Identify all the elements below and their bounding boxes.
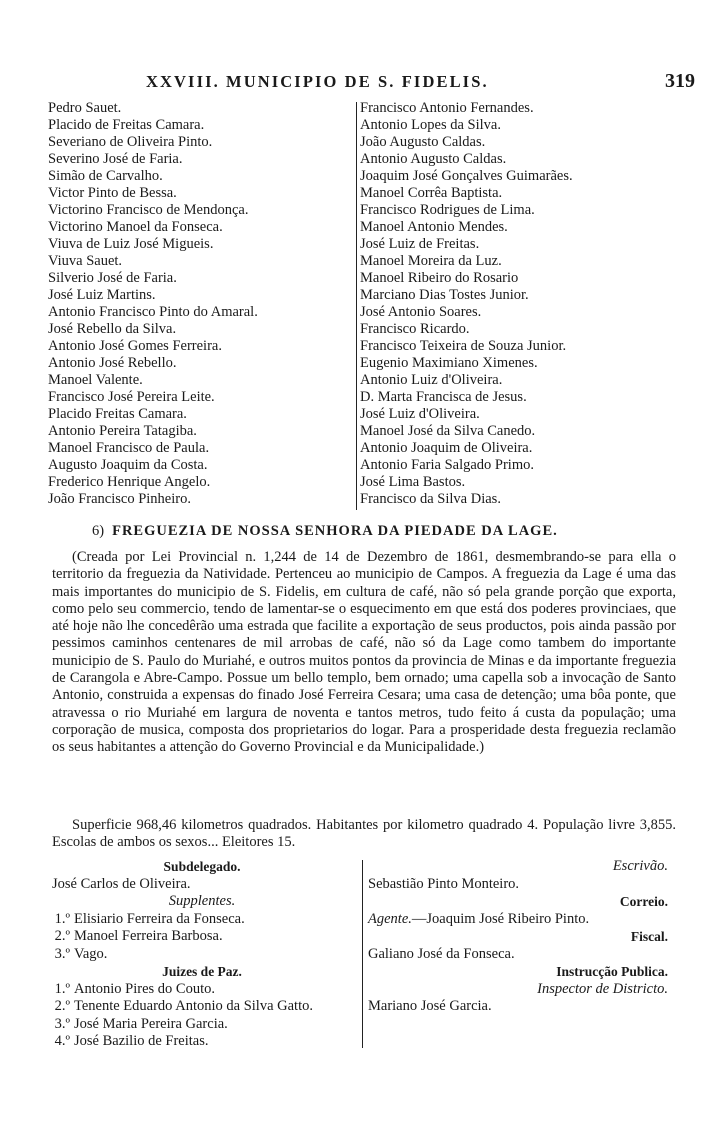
officials-column-left	[44, 858, 360, 1051]
statistics-paragraph: Superficie 968,46 kilometros quadrados. Habitantes por kilometro quadrado 4. População livre 3,855. Escolas de ambos os sexos... Eleitores 15.	[52, 817, 676, 851]
list-item: Viuva Sauet.	[48, 253, 123, 269]
list-item: José Rebello da Silva.	[48, 321, 177, 337]
official-name: Antonio Pires do Couto.	[74, 980, 215, 997]
list-item: Manoel Antonio Mendes.	[360, 219, 508, 235]
section-number: 6)	[92, 523, 105, 539]
fiscal-heading: Fiscal.	[630, 929, 668, 944]
list-item: Simão de Carvalho.	[48, 168, 163, 184]
section-heading	[92, 523, 692, 540]
column-divider	[362, 860, 363, 1048]
description-paragraph: (Creada por Lei Provincial n. 1,244 de 14 de Dezembro de 1861, desmembrando-se para ella o territorio da freguezia da Natividade. Pertenceu ao municipio de Campos. A freguezia da Lage é uma das mais importantes do municipio de S. Fidelis, em cultura de café, não só pela grande porção que exporta, como pelo seu commercio, tendo de lamentar-se o esquecimento em que está dos poderes provinciaes, que até hoje não lhe concedêrão uma estrada que facilite a exportação de seus productos, pois ainda passão por pessimos caminhos centenares de mil arrobas de café, não só da Lage como tambem do importante municipio de S. Paulo do Muriahé, e outros muitos pontos da provincia de Minas e da importante freguezia de Carangola e Abre-Campo. Possue um bello templo, bem ornado; uma capella sob a invocação de Santo Antonio, construida a expensas do finado José Ferreira Cesara; uma casa de detenção; uma bôa ponte, que atravessa o rio Muriahé em largura de noventa e tantos metros, tudo feito á custa da população; uma corporação de musica, composta dos proprietarios do logar. Para a prosperidade desta freguezia reclamão os seus habitantes a attenção do Governo Provincial e da Municipalidade.)	[52, 549, 676, 756]
list-item: Manoel Valente.	[48, 372, 143, 388]
list-item: Antonio José Rebello.	[48, 355, 177, 371]
list-item: Placido de Freitas Camara.	[48, 117, 205, 133]
list-item: Antonio Augusto Caldas.	[360, 151, 507, 167]
escrivao-heading: Escrivão.	[612, 858, 668, 874]
running-title: XXVIII. MUNICIPIO DE S. FIDELIS.	[146, 72, 489, 91]
official-name: José Bazilio de Freitas.	[74, 1033, 209, 1049]
list-item: Placido Freitas Camara.	[48, 406, 187, 422]
agent-name: —Joaquim José Ribeiro Pinto.	[411, 910, 590, 927]
list-item: Pedro Sauet.	[48, 100, 122, 116]
ordinal: 2.º	[54, 928, 70, 944]
list-item: José Antonio Soares.	[360, 304, 482, 320]
officials-table	[44, 858, 684, 1050]
list-item: Francisco Antonio Fernandes.	[360, 100, 534, 116]
list-item: Victor Pinto de Bessa.	[48, 185, 177, 201]
instruccao-heading: Instrucção Publica.	[556, 964, 668, 979]
list-item: João Augusto Caldas.	[360, 134, 486, 150]
list-item: José Lima Bastos.	[360, 474, 466, 490]
list-item: Antonio Faria Salgado Primo.	[360, 457, 534, 473]
list-item	[44, 911, 360, 929]
inspector-heading: Inspector de Districto.	[537, 980, 668, 997]
list-item: Francisco Rodrigues de Lima.	[360, 202, 535, 218]
juizes-heading: Juizes de Paz.	[162, 964, 242, 979]
officials-column-right	[368, 858, 684, 1016]
list-item: Victorino Francisco de Mendonça.	[48, 202, 249, 218]
ordinal: 3.º	[54, 945, 70, 962]
list-item: José Luiz d'Oliveira.	[360, 406, 480, 422]
page-header	[48, 72, 701, 98]
official-name: José Maria Pereira Garcia.	[74, 1015, 228, 1032]
names-column-right	[360, 100, 664, 508]
names-column-left	[48, 100, 354, 508]
correio-line	[368, 911, 684, 929]
list-item: Francisco Teixeira de Souza Junior.	[360, 338, 567, 354]
list-item: Viuva de Luiz José Migueis.	[48, 236, 214, 252]
list-item: Severino José de Faria.	[48, 151, 183, 167]
list-item: Frederico Henrique Angelo.	[48, 474, 211, 490]
list-item: Manoel José da Silva Canedo.	[360, 423, 536, 439]
list-item: João Francisco Pinheiro.	[48, 491, 191, 507]
fiscal-name: Galiano José da Fonseca.	[368, 945, 515, 962]
list-item: Joaquim José Gonçalves Guimarães.	[360, 168, 573, 184]
list-item	[44, 998, 360, 1016]
agent-label: Agente.	[368, 910, 412, 927]
list-item: Antonio Luiz d'Oliveira.	[360, 372, 503, 388]
ordinal: 1.º	[54, 910, 70, 927]
list-item	[44, 1016, 360, 1034]
list-item: Marciano Dias Tostes Junior.	[360, 287, 529, 303]
list-item: Antonio José Gomes Ferreira.	[48, 338, 222, 354]
page-number: 319	[665, 70, 695, 92]
list-item	[44, 1033, 360, 1051]
list-item: Augusto Joaquim da Costa.	[48, 457, 208, 473]
list-item: Francisco Ricardo.	[360, 321, 470, 337]
ordinal: 4.º	[54, 1033, 70, 1049]
list-item: José Luiz Martins.	[48, 287, 156, 303]
list-item: Severiano de Oliveira Pinto.	[48, 134, 213, 150]
correio-heading: Correio.	[619, 894, 668, 909]
list-item	[44, 928, 360, 946]
official-name: Vago.	[74, 945, 108, 962]
supplentes-heading: Supplentes.	[168, 893, 236, 909]
list-item: Manoel Moreira da Luz.	[360, 253, 502, 269]
list-item: Manoel Francisco de Paula.	[48, 440, 210, 456]
list-item	[44, 946, 360, 964]
official-name: Elisiario Ferreira da Fonseca.	[74, 910, 245, 927]
list-item: Antonio Francisco Pinto do Amaral.	[48, 304, 258, 320]
subdelegado-heading: Subdelegado.	[163, 859, 241, 874]
official-name: Tenente Eduardo Antonio da Silva Gatto.	[74, 998, 313, 1014]
list-item: Eugenio Maximiano Ximenes.	[360, 355, 538, 371]
list-item: Antonio Lopes da Silva.	[360, 117, 501, 133]
list-item: Antonio Joaquim de Oliveira.	[360, 440, 533, 456]
official-name: Manoel Ferreira Barbosa.	[74, 928, 223, 944]
ordinal: 1.º	[54, 980, 70, 997]
list-item: Francisco José Pereira Leite.	[48, 389, 215, 405]
section-title: FREGUEZIA DE NOSSA SENHORA DA PIEDADE DA LAGE.	[112, 523, 558, 539]
list-item	[44, 981, 360, 999]
list-item: Manoel Ribeiro do Rosario	[360, 270, 519, 286]
list-item: Manoel Corrêa Baptista.	[360, 185, 503, 201]
list-item: José Luiz de Freitas.	[360, 236, 480, 252]
names-list	[48, 100, 664, 512]
list-item: Silverio José de Faria.	[48, 270, 177, 286]
list-item: Victorino Manoel da Fonseca.	[48, 219, 223, 235]
ordinal: 2.º	[54, 998, 70, 1014]
list-item: Antonio Pereira Tatagiba.	[48, 423, 197, 439]
escrivao-name: Sebastião Pinto Monteiro.	[368, 875, 520, 892]
ordinal: 3.º	[54, 1015, 70, 1032]
inspector-name: Mariano José Garcia.	[368, 998, 492, 1014]
subdelegado-name: José Carlos de Oliveira.	[52, 875, 191, 892]
list-item: Francisco da Silva Dias.	[360, 491, 501, 507]
list-item: D. Marta Francisca de Jesus.	[360, 389, 527, 405]
column-divider	[356, 102, 357, 510]
